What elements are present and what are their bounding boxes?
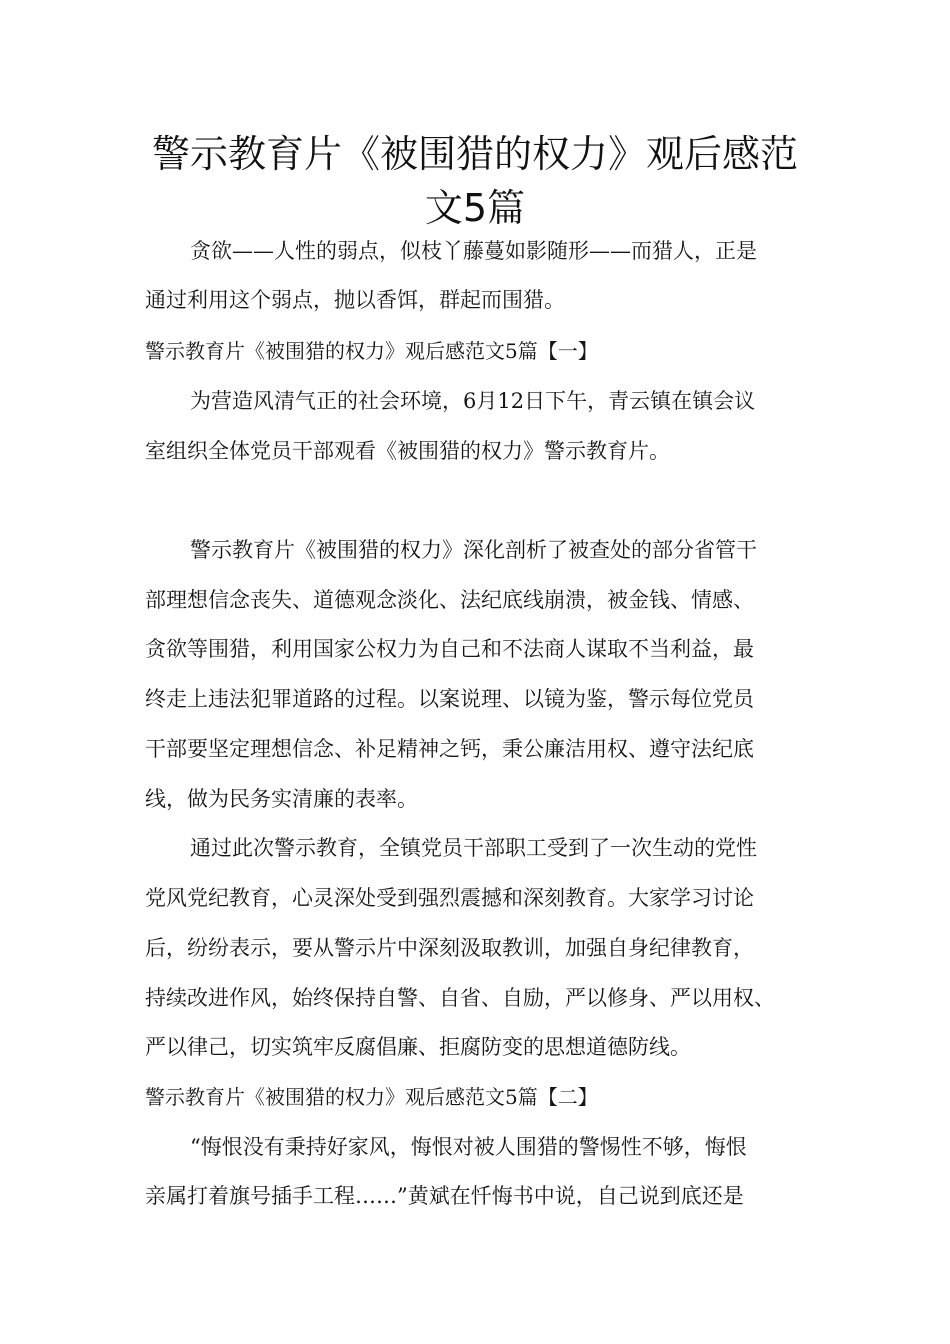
- paragraph-line: 党风党纪教育，心灵深处受到强烈震撼和深刻教育。大家学习讨论: [145, 886, 754, 910]
- paragraph-line: 部理想信念丧失、道德观念淡化、法纪底线崩溃，被金钱、情感、: [145, 588, 754, 612]
- paragraph-line: 亲属打着旗号插手工程……”黄斌在忏悔书中说，自己说到底还是: [145, 1184, 744, 1208]
- paragraph-line: 室组织全体党员干部观看《被围猎的权力》警示教育片。: [145, 439, 670, 463]
- paragraph-line: “悔恨没有秉持好家风，悔恨对被人围猎的警惕性不够，悔恨: [190, 1135, 747, 1159]
- paragraph-line: 为营造风清气正的社会环境，6月12日下午，青云镇在镇会议: [190, 389, 756, 413]
- paragraph-line: 贪欲等围猎，利用国家公权力为自己和不法商人谋取不当利益，最: [145, 637, 754, 661]
- section-heading-2: 警示教育片《被围猎的权力》观后感范文5篇【二】: [145, 1085, 598, 1109]
- intro-line: 贪欲——人性的弱点，似枝丫藤蔓如影随形——而猎人，正是: [190, 239, 757, 263]
- paragraph-line: 持续改进作风，始终保持自警、自省、自励，严以修身、严以用权、: [145, 986, 775, 1010]
- paragraph-line: 警示教育片《被围猎的权力》深化剖析了被查处的部分省管干: [190, 538, 757, 562]
- paragraph-line: 终走上违法犯罪道路的过程。以案说理、以镜为鉴，警示每位党员: [145, 687, 754, 711]
- paragraph-line: 干部要坚定理想信念、补足精神之钙，秉公廉洁用权、遵守法纪底: [145, 737, 754, 761]
- document-title-line-2: 文5篇: [424, 186, 526, 230]
- paragraph-line: 通过此次警示教育，全镇党员干部职工受到了一次生动的党性: [190, 836, 757, 860]
- intro-line: 通过利用这个弱点，抛以香饵，群起而围猎。: [145, 288, 565, 312]
- document-title-line-1: 警示教育片《被围猎的权力》观后感范: [151, 132, 798, 176]
- section-heading-1: 警示教育片《被围猎的权力》观后感范文5篇【一】: [145, 339, 598, 363]
- paragraph-line: 后，纷纷表示，要从警示片中深刻汲取教训，加强自身纪律教育，: [145, 936, 754, 960]
- paragraph-line: 线，做为民务实清廉的表率。: [145, 787, 418, 811]
- paragraph-line: 严以律己，切实筑牢反腐倡廉、拒腐防变的思想道德防线。: [145, 1035, 691, 1059]
